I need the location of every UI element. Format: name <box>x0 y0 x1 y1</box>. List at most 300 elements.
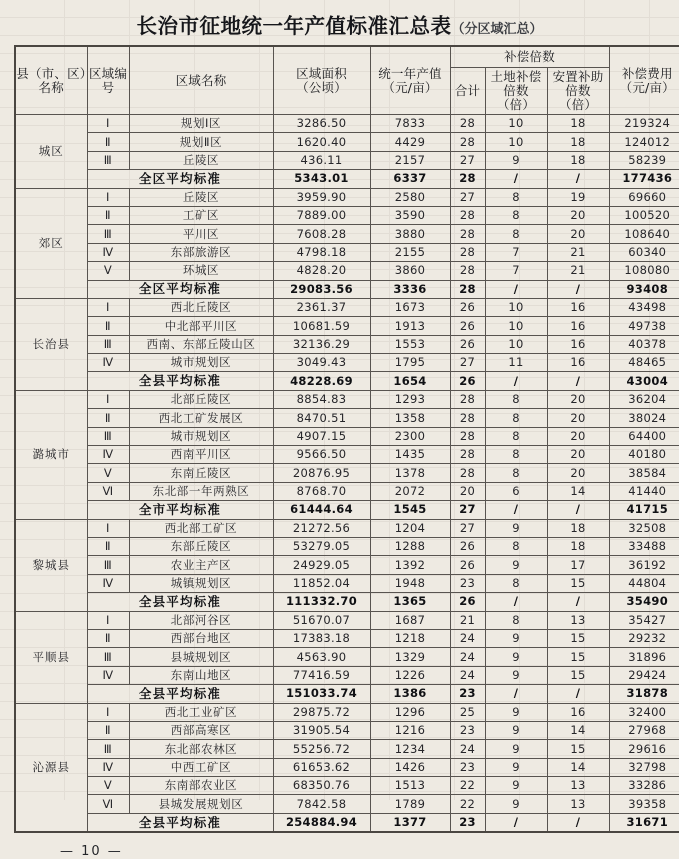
table-row <box>15 758 679 776</box>
zone-number-cell: Ⅰ <box>87 611 129 629</box>
zone-area-cell: 8768.70 <box>273 482 370 500</box>
table-row <box>15 151 679 169</box>
summary-area-cell: 61444.64 <box>273 501 370 519</box>
compensation-fee-cell: 108080 <box>609 262 679 280</box>
zone-name-cell: 东南山地区 <box>129 666 273 684</box>
zone-area-cell: 3286.50 <box>273 115 370 133</box>
zone-number-cell: Ⅰ <box>87 188 129 206</box>
summary-area-cell: 111332.70 <box>273 593 370 611</box>
resettlement-subsidy-multiple-cell: 18 <box>547 133 609 151</box>
resettlement-subsidy-multiple-cell: 21 <box>547 243 609 261</box>
header-land-comp-line2: 倍数 <box>503 83 529 98</box>
summary-total-multiple-cell: 23 <box>450 813 485 832</box>
annual-yield-cell: 1226 <box>370 666 450 684</box>
total-multiple-cell: 28 <box>450 446 485 464</box>
summary-resettlement-subsidy-cell: / <box>547 685 609 703</box>
zone-area-cell: 17383.18 <box>273 629 370 647</box>
land-compensation-multiple-cell: 10 <box>485 133 547 151</box>
zone-area-cell: 436.11 <box>273 151 370 169</box>
summary-row <box>15 372 679 390</box>
compensation-fee-cell: 100520 <box>609 206 679 224</box>
resettlement-subsidy-multiple-cell: 18 <box>547 115 609 133</box>
zone-number-cell: Ⅳ <box>87 243 129 261</box>
annual-yield-cell: 1358 <box>370 409 450 427</box>
zone-area-cell: 68350.76 <box>273 777 370 795</box>
resettlement-subsidy-multiple-cell: 18 <box>547 537 609 555</box>
zone-number-cell: Ⅵ <box>87 795 129 813</box>
summary-land-compensation-cell: / <box>485 501 547 519</box>
zone-number-cell: Ⅴ <box>87 262 129 280</box>
table-row <box>15 206 679 224</box>
summary-label-cell: 全县平均标准 <box>87 593 273 611</box>
zone-area-cell: 11852.04 <box>273 574 370 592</box>
total-multiple-cell: 23 <box>450 758 485 776</box>
zone-number-cell: Ⅱ <box>87 409 129 427</box>
land-compensation-multiple-cell: 8 <box>485 188 547 206</box>
summary-area-cell: 29083.56 <box>273 280 370 298</box>
resettlement-subsidy-multiple-cell: 20 <box>547 225 609 243</box>
annual-yield-cell: 1293 <box>370 390 450 408</box>
table-row <box>15 648 679 666</box>
zone-name-cell: 丘陵区 <box>129 188 273 206</box>
summary-label-cell: 全区平均标准 <box>87 170 273 188</box>
header-resettle <box>547 68 609 115</box>
zone-number-cell: Ⅳ <box>87 354 129 372</box>
compensation-fee-cell: 48465 <box>609 354 679 372</box>
summary-row <box>15 170 679 188</box>
header-fee <box>609 46 679 115</box>
resettlement-subsidy-multiple-cell: 13 <box>547 795 609 813</box>
zone-name-cell: 县城发展规划区 <box>129 795 273 813</box>
compensation-fee-cell: 32400 <box>609 703 679 721</box>
compensation-fee-cell: 60340 <box>609 243 679 261</box>
table-row <box>15 427 679 445</box>
land-compensation-multiple-cell: 11 <box>485 354 547 372</box>
resettlement-subsidy-multiple-cell: 16 <box>547 703 609 721</box>
zone-name-cell: 北部丘陵区 <box>129 390 273 408</box>
land-compensation-multiple-cell: 7 <box>485 243 547 261</box>
zone-area-cell: 7889.00 <box>273 206 370 224</box>
total-multiple-cell: 27 <box>450 151 485 169</box>
summary-label-cell: 全区平均标准 <box>87 280 273 298</box>
county-name-cell: 沁源县 <box>15 703 87 832</box>
total-multiple-cell: 28 <box>450 390 485 408</box>
zone-area-cell: 55256.72 <box>273 740 370 758</box>
zone-area-cell: 3049.43 <box>273 354 370 372</box>
total-multiple-cell: 22 <box>450 795 485 813</box>
zone-name-cell: 东部丘陵区 <box>129 537 273 555</box>
summary-total-multiple-cell: 28 <box>450 170 485 188</box>
zone-area-cell: 32136.29 <box>273 335 370 353</box>
county-name-cell: 平顺县 <box>15 611 87 703</box>
resettlement-subsidy-multiple-cell: 14 <box>547 758 609 776</box>
total-multiple-cell: 24 <box>450 740 485 758</box>
header-yield <box>370 46 450 115</box>
summary-compensation-fee-cell: 43004 <box>609 372 679 390</box>
summary-compensation-fee-cell: 31878 <box>609 685 679 703</box>
table-row <box>15 574 679 592</box>
summary-annual-yield-cell: 3336 <box>370 280 450 298</box>
compensation-fee-cell: 108640 <box>609 225 679 243</box>
table-row <box>15 390 679 408</box>
land-compensation-multiple-cell: 8 <box>485 611 547 629</box>
table-row <box>15 795 679 813</box>
total-multiple-cell: 21 <box>450 611 485 629</box>
total-multiple-cell: 24 <box>450 629 485 647</box>
resettlement-subsidy-multiple-cell: 20 <box>547 390 609 408</box>
total-multiple-cell: 28 <box>450 409 485 427</box>
header-resettle-line2: 倍数 <box>565 83 591 98</box>
total-multiple-cell: 27 <box>450 188 485 206</box>
summary-row <box>15 501 679 519</box>
zone-area-cell: 8854.83 <box>273 390 370 408</box>
zone-number-cell: Ⅱ <box>87 721 129 739</box>
zone-number-cell: Ⅲ <box>87 648 129 666</box>
resettlement-subsidy-multiple-cell: 16 <box>547 317 609 335</box>
zone-number-cell: Ⅲ <box>87 556 129 574</box>
zone-name-cell: 东南丘陵区 <box>129 464 273 482</box>
summary-total-multiple-cell: 27 <box>450 501 485 519</box>
zone-name-cell: 县城规划区 <box>129 648 273 666</box>
zone-area-cell: 51670.07 <box>273 611 370 629</box>
annual-yield-cell: 3860 <box>370 262 450 280</box>
land-compensation-multiple-cell: 9 <box>485 519 547 537</box>
annual-yield-cell: 1288 <box>370 537 450 555</box>
zone-name-cell: 东南部农业区 <box>129 777 273 795</box>
summary-compensation-fee-cell: 41715 <box>609 501 679 519</box>
header-area-line2: （公顷） <box>296 79 347 95</box>
zone-area-cell: 3959.90 <box>273 188 370 206</box>
table-row <box>15 666 679 684</box>
zone-name-cell: 丘陵区 <box>129 151 273 169</box>
zone-name-cell: 工矿区 <box>129 206 273 224</box>
header-yield-line1: 统一年产值 <box>378 65 442 81</box>
zone-number-cell: Ⅰ <box>87 703 129 721</box>
land-compensation-multiple-cell: 9 <box>485 721 547 739</box>
resettlement-subsidy-multiple-cell: 16 <box>547 298 609 316</box>
resettlement-subsidy-multiple-cell: 16 <box>547 335 609 353</box>
zone-number-cell: Ⅳ <box>87 446 129 464</box>
summary-area-cell: 151033.74 <box>273 685 370 703</box>
table-row <box>15 354 679 372</box>
zone-area-cell: 2361.37 <box>273 298 370 316</box>
zone-area-cell: 4798.18 <box>273 243 370 261</box>
annual-yield-cell: 1329 <box>370 648 450 666</box>
header-land-comp-line1: 土地补偿 <box>490 69 542 84</box>
table-row <box>15 537 679 555</box>
land-compensation-multiple-cell: 9 <box>485 648 547 666</box>
zone-name-cell: 城市规划区 <box>129 354 273 372</box>
zone-name-cell: 西北工业矿区 <box>129 703 273 721</box>
summary-annual-yield-cell: 1386 <box>370 685 450 703</box>
land-compensation-multiple-cell: 8 <box>485 206 547 224</box>
annual-yield-cell: 1435 <box>370 446 450 464</box>
table-body <box>15 115 679 833</box>
header-multiple-group: 补偿倍数 <box>450 46 609 68</box>
title-subtitle-text: （分区域汇总） <box>451 22 543 37</box>
table-row <box>15 188 679 206</box>
zone-area-cell: 24929.05 <box>273 556 370 574</box>
zone-name-cell: 西南、东部丘陵山区 <box>129 335 273 353</box>
total-multiple-cell: 20 <box>450 482 485 500</box>
land-compensation-multiple-cell: 8 <box>485 225 547 243</box>
zone-number-cell: Ⅰ <box>87 115 129 133</box>
header-zone-name: 区域名称 <box>129 46 273 115</box>
zone-name-cell: 东北部农林区 <box>129 740 273 758</box>
header-fee-line1: 补偿费用 <box>621 65 673 81</box>
annual-yield-cell: 2157 <box>370 151 450 169</box>
summary-area-cell: 254884.94 <box>273 813 370 832</box>
zone-number-cell: Ⅰ <box>87 298 129 316</box>
summary-annual-yield-cell: 6337 <box>370 170 450 188</box>
zone-area-cell: 10681.59 <box>273 317 370 335</box>
summary-area-cell: 48228.69 <box>273 372 370 390</box>
county-name-cell: 城区 <box>15 115 87 189</box>
resettlement-subsidy-multiple-cell: 18 <box>547 519 609 537</box>
annual-yield-cell: 1378 <box>370 464 450 482</box>
land-compensation-multiple-cell: 9 <box>485 758 547 776</box>
annual-yield-cell: 1204 <box>370 519 450 537</box>
land-compensation-multiple-cell: 8 <box>485 409 547 427</box>
zone-area-cell: 9566.50 <box>273 446 370 464</box>
resettlement-subsidy-multiple-cell: 14 <box>547 482 609 500</box>
table-row <box>15 556 679 574</box>
resettlement-subsidy-multiple-cell: 18 <box>547 151 609 169</box>
compensation-fee-cell: 40180 <box>609 446 679 464</box>
summary-annual-yield-cell: 1377 <box>370 813 450 832</box>
compensation-fee-cell: 44804 <box>609 574 679 592</box>
summary-compensation-fee-cell: 35490 <box>609 593 679 611</box>
compensation-fee-cell: 43498 <box>609 298 679 316</box>
compensation-fee-cell: 38584 <box>609 464 679 482</box>
annual-yield-cell: 1392 <box>370 556 450 574</box>
summary-row <box>15 593 679 611</box>
land-compensation-multiple-cell: 9 <box>485 629 547 647</box>
land-compensation-multiple-cell: 9 <box>485 795 547 813</box>
land-compensation-multiple-cell: 8 <box>485 537 547 555</box>
land-compensation-multiple-cell: 9 <box>485 666 547 684</box>
compensation-fee-cell: 29232 <box>609 629 679 647</box>
annual-yield-cell: 2155 <box>370 243 450 261</box>
compensation-fee-cell: 41440 <box>609 482 679 500</box>
summary-area-cell: 5343.01 <box>273 170 370 188</box>
summary-total-multiple-cell: 23 <box>450 685 485 703</box>
annual-yield-cell: 1216 <box>370 721 450 739</box>
summary-land-compensation-cell: / <box>485 593 547 611</box>
title-main-text: 长治市征地统一年产值标准汇总表 <box>136 14 452 38</box>
total-multiple-cell: 26 <box>450 317 485 335</box>
land-compensation-multiple-cell: 8 <box>485 427 547 445</box>
zone-area-cell: 20876.95 <box>273 464 370 482</box>
resettlement-subsidy-multiple-cell: 16 <box>547 354 609 372</box>
summary-resettlement-subsidy-cell: / <box>547 372 609 390</box>
county-name-cell: 郊区 <box>15 188 87 298</box>
zone-area-cell: 31905.54 <box>273 721 370 739</box>
table-row <box>15 243 679 261</box>
compensation-fee-cell: 31896 <box>609 648 679 666</box>
table-row <box>15 519 679 537</box>
compensation-fee-cell: 35427 <box>609 611 679 629</box>
compensation-fee-cell: 29424 <box>609 666 679 684</box>
land-compensation-multiple-cell: 10 <box>485 317 547 335</box>
table-row <box>15 262 679 280</box>
summary-land-compensation-cell: / <box>485 170 547 188</box>
zone-name-cell: 西南平川区 <box>129 446 273 464</box>
summary-resettlement-subsidy-cell: / <box>547 593 609 611</box>
compensation-fee-cell: 36204 <box>609 390 679 408</box>
table-row <box>15 703 679 721</box>
annual-yield-cell: 2580 <box>370 188 450 206</box>
header-yield-line2: （元/亩） <box>382 79 438 95</box>
zone-number-cell: Ⅳ <box>87 574 129 592</box>
total-multiple-cell: 25 <box>450 703 485 721</box>
land-compensation-multiple-cell: 8 <box>485 464 547 482</box>
land-acquisition-table <box>14 45 679 833</box>
zone-name-cell: 规划Ⅰ区 <box>129 115 273 133</box>
header-land-comp <box>485 68 547 115</box>
table-row <box>15 225 679 243</box>
summary-resettlement-subsidy-cell: / <box>547 501 609 519</box>
total-multiple-cell: 24 <box>450 666 485 684</box>
summary-total-multiple-cell: 26 <box>450 372 485 390</box>
annual-yield-cell: 1948 <box>370 574 450 592</box>
zone-name-cell: 规划Ⅱ区 <box>129 133 273 151</box>
header-total: 合计 <box>450 68 485 115</box>
land-compensation-multiple-cell: 9 <box>485 740 547 758</box>
compensation-fee-cell: 64400 <box>609 427 679 445</box>
annual-yield-cell: 1513 <box>370 777 450 795</box>
summary-label-cell: 全县平均标准 <box>87 813 273 832</box>
summary-label-cell: 全县平均标准 <box>87 685 273 703</box>
zone-number-cell: Ⅲ <box>87 151 129 169</box>
land-compensation-multiple-cell: 9 <box>485 556 547 574</box>
annual-yield-cell: 1913 <box>370 317 450 335</box>
summary-total-multiple-cell: 28 <box>450 280 485 298</box>
annual-yield-cell: 4429 <box>370 133 450 151</box>
summary-label-cell: 全市平均标准 <box>87 501 273 519</box>
zone-number-cell: Ⅳ <box>87 758 129 776</box>
zone-number-cell: Ⅳ <box>87 666 129 684</box>
zone-area-cell: 8470.51 <box>273 409 370 427</box>
total-multiple-cell: 23 <box>450 574 485 592</box>
annual-yield-cell: 3880 <box>370 225 450 243</box>
zone-area-cell: 21272.56 <box>273 519 370 537</box>
zone-number-cell: Ⅰ <box>87 519 129 537</box>
annual-yield-cell: 3590 <box>370 206 450 224</box>
land-compensation-multiple-cell: 7 <box>485 262 547 280</box>
summary-resettlement-subsidy-cell: / <box>547 170 609 188</box>
summary-annual-yield-cell: 1365 <box>370 593 450 611</box>
page-title <box>14 0 665 45</box>
compensation-fee-cell: 219324 <box>609 115 679 133</box>
summary-land-compensation-cell: / <box>485 813 547 832</box>
resettlement-subsidy-multiple-cell: 15 <box>547 666 609 684</box>
table-row <box>15 464 679 482</box>
compensation-fee-cell: 32508 <box>609 519 679 537</box>
zone-name-cell: 中西工矿区 <box>129 758 273 776</box>
header-fee-line2: （元/亩） <box>619 79 675 95</box>
header-area-line1: 区域面积 <box>296 65 347 81</box>
total-multiple-cell: 26 <box>450 298 485 316</box>
compensation-fee-cell: 29616 <box>609 740 679 758</box>
compensation-fee-cell: 27968 <box>609 721 679 739</box>
zone-number-cell: Ⅱ <box>87 133 129 151</box>
resettlement-subsidy-multiple-cell: 20 <box>547 446 609 464</box>
zone-number-cell: Ⅲ <box>87 740 129 758</box>
zone-area-cell: 4563.90 <box>273 648 370 666</box>
summary-row <box>15 280 679 298</box>
zone-name-cell: 西北丘陵区 <box>129 298 273 316</box>
zone-area-cell: 61653.62 <box>273 758 370 776</box>
header-resettle-line1: 安置补助 <box>552 69 604 84</box>
total-multiple-cell: 23 <box>450 721 485 739</box>
header-area <box>273 46 370 115</box>
annual-yield-cell: 1795 <box>370 354 450 372</box>
resettlement-subsidy-multiple-cell: 19 <box>547 188 609 206</box>
annual-yield-cell: 2300 <box>370 427 450 445</box>
resettlement-subsidy-multiple-cell: 20 <box>547 206 609 224</box>
header-county: 县（市、区）名称 <box>15 46 87 115</box>
zone-number-cell: Ⅱ <box>87 537 129 555</box>
county-name-cell: 黎城县 <box>15 519 87 611</box>
county-name-cell: 长治县 <box>15 298 87 390</box>
summary-resettlement-subsidy-cell: / <box>547 280 609 298</box>
header-land-comp-line3: （倍） <box>496 97 536 112</box>
zone-number-cell: Ⅱ <box>87 206 129 224</box>
total-multiple-cell: 26 <box>450 556 485 574</box>
summary-row <box>15 813 679 832</box>
compensation-fee-cell: 33488 <box>609 537 679 555</box>
summary-annual-yield-cell: 1654 <box>370 372 450 390</box>
annual-yield-cell: 1234 <box>370 740 450 758</box>
summary-total-multiple-cell: 26 <box>450 593 485 611</box>
compensation-fee-cell: 38024 <box>609 409 679 427</box>
land-compensation-multiple-cell: 8 <box>485 446 547 464</box>
compensation-fee-cell: 124012 <box>609 133 679 151</box>
table-row <box>15 611 679 629</box>
zone-name-cell: 北部河谷区 <box>129 611 273 629</box>
compensation-fee-cell: 49738 <box>609 317 679 335</box>
total-multiple-cell: 28 <box>450 262 485 280</box>
table-row <box>15 335 679 353</box>
land-compensation-multiple-cell: 10 <box>485 335 547 353</box>
zone-number-cell: Ⅴ <box>87 464 129 482</box>
land-compensation-multiple-cell: 10 <box>485 115 547 133</box>
table-row <box>15 740 679 758</box>
zone-name-cell: 西北工矿发展区 <box>129 409 273 427</box>
land-compensation-multiple-cell: 9 <box>485 151 547 169</box>
compensation-fee-cell: 39358 <box>609 795 679 813</box>
zone-area-cell: 53279.05 <box>273 537 370 555</box>
summary-land-compensation-cell: / <box>485 280 547 298</box>
annual-yield-cell: 1687 <box>370 611 450 629</box>
table-row <box>15 629 679 647</box>
zone-area-cell: 77416.59 <box>273 666 370 684</box>
summary-row <box>15 685 679 703</box>
compensation-fee-cell: 32798 <box>609 758 679 776</box>
zone-name-cell: 中北部平川区 <box>129 317 273 335</box>
zone-name-cell: 平川区 <box>129 225 273 243</box>
total-multiple-cell: 28 <box>450 427 485 445</box>
land-compensation-multiple-cell: 6 <box>485 482 547 500</box>
zone-number-cell: Ⅵ <box>87 482 129 500</box>
zone-name-cell: 东部旅游区 <box>129 243 273 261</box>
total-multiple-cell: 22 <box>450 777 485 795</box>
zone-number-cell: Ⅲ <box>87 225 129 243</box>
county-name-cell: 潞城市 <box>15 390 87 519</box>
zone-number-cell: Ⅰ <box>87 390 129 408</box>
summary-land-compensation-cell: / <box>485 372 547 390</box>
